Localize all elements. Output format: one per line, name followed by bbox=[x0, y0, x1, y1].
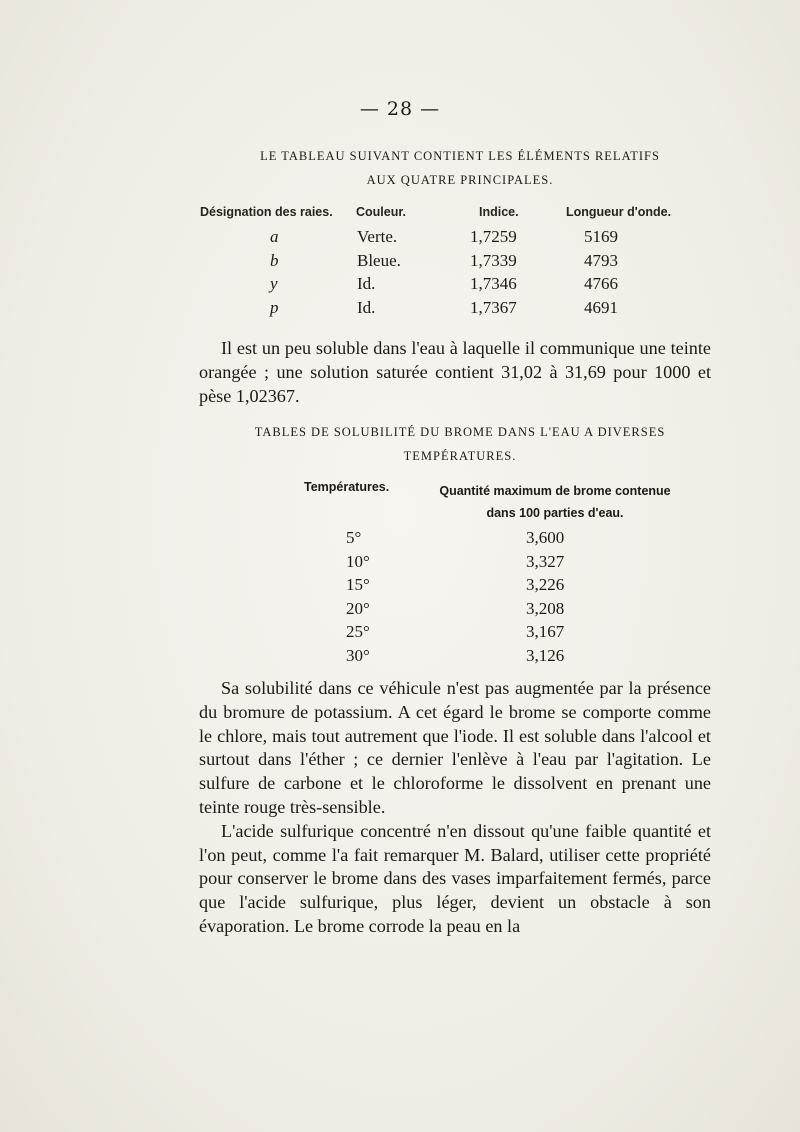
table-row bbox=[200, 251, 700, 275]
quantity-cell: 3,600 bbox=[526, 528, 565, 547]
temperature-cell: 20° bbox=[346, 598, 370, 618]
quantity-cell: 3,208 bbox=[526, 598, 565, 618]
color-cell: Verte. bbox=[357, 227, 398, 246]
table-row bbox=[200, 575, 720, 599]
table-row bbox=[200, 552, 720, 576]
header-color: Couleur. bbox=[356, 205, 407, 219]
table-row bbox=[200, 528, 720, 552]
table1-title-line2: AUX QUATRE PRINCIPALES. bbox=[366, 173, 554, 187]
table-row bbox=[200, 298, 700, 322]
quantity-cell: 3,126 bbox=[526, 645, 565, 665]
header-wavelength: Longueur d'onde. bbox=[566, 205, 672, 219]
temperature-cell: 10° bbox=[346, 551, 370, 571]
header-quantity-line1: Quantité maximum de brome contenue bbox=[439, 484, 671, 498]
wavelength-cell: 4793 bbox=[584, 250, 618, 270]
table2-title bbox=[210, 420, 710, 468]
quantity-cell: 3,167 bbox=[526, 622, 565, 641]
table-row bbox=[200, 646, 720, 670]
header-quantity bbox=[428, 480, 682, 524]
table1-header-row bbox=[200, 205, 700, 227]
body-text bbox=[199, 677, 711, 939]
table1-title-line1: LE TABLEAU SUIVANT CONTIENT LES ÉLÉMENTS RELATIFS bbox=[260, 149, 660, 163]
color-cell: Bleue. bbox=[357, 250, 401, 270]
solubility-paragraph bbox=[199, 337, 711, 408]
table2-body bbox=[200, 528, 720, 669]
color-cell: Id. bbox=[357, 297, 376, 317]
temperature-cell: 15° bbox=[346, 575, 370, 594]
temperature-cell: 5° bbox=[346, 528, 362, 547]
header-index: Indice. bbox=[479, 205, 519, 219]
ray-cell: y bbox=[270, 274, 278, 293]
color-cell: Id. bbox=[357, 274, 376, 293]
table1-title bbox=[200, 144, 720, 192]
table-row bbox=[200, 599, 720, 623]
wavelength-cell: 5169 bbox=[584, 227, 618, 246]
header-designation: Désignation des raies. bbox=[200, 205, 333, 219]
ray-cell: p bbox=[270, 297, 279, 317]
temperature-cell: 30° bbox=[346, 645, 370, 665]
paragraph-text: Il est un peu soluble dans l'eau à laquelle il communique une teinte orangée ; une solution saturée contient 31,02 à 31,69 pour 1000 et pèse 1,02367. bbox=[199, 338, 711, 406]
paragraph-text: L'acide sulfurique concentré n'en dissout qu'une faible quantité et l'on peut, comme l'a fait remarquer M. Balard, utiliser cette propriété pour conserver le brome dans des vases imparfaitement fermés, parce que l'acide sulfurique, plus léger, devient un obstacle à son évaporation. Le brome corrode la peau en la bbox=[199, 820, 711, 936]
ray-cell: a bbox=[270, 227, 279, 246]
index-cell: 1,7367 bbox=[470, 297, 517, 317]
temperature-cell: 25° bbox=[346, 622, 370, 641]
header-quantity-line2: dans 100 parties d'eau. bbox=[486, 506, 624, 520]
table-row bbox=[200, 622, 720, 646]
quantity-cell: 3,327 bbox=[526, 551, 565, 571]
spectral-lines-table bbox=[200, 205, 700, 321]
paragraph-text: Sa solubilité dans ce véhicule n'est pas augmentée par la présence du bromure de potassium. A cet égard le brome se comporte comme le chlore, mais tout autrement que l'iode. Il est soluble dans l'alcool et surtout dans l'éther ; ce dernier l'enlève à l'eau par l'agitation. Le sulfure de carbone et le chloroforme le dissolvent en prenant une teinte rouge très-sensible. bbox=[199, 678, 711, 817]
index-cell: 1,7259 bbox=[470, 227, 517, 246]
table-row bbox=[200, 227, 700, 251]
quantity-cell: 3,226 bbox=[526, 575, 565, 594]
table-row bbox=[200, 274, 700, 298]
index-cell: 1,7339 bbox=[470, 250, 517, 270]
wavelength-cell: 4691 bbox=[584, 297, 618, 317]
table2-title-line2: TEMPÉRATURES. bbox=[403, 449, 517, 463]
wavelength-cell: 4766 bbox=[584, 274, 618, 293]
table2-title-line1: TABLES DE SOLUBILITÉ DU BROME DANS L'EAU A DIVERSES bbox=[254, 425, 666, 439]
page-number: — 28 — bbox=[359, 98, 441, 120]
index-cell: 1,7346 bbox=[470, 274, 517, 293]
ray-cell: b bbox=[270, 250, 279, 270]
header-temperatures: Températures. bbox=[304, 480, 390, 494]
